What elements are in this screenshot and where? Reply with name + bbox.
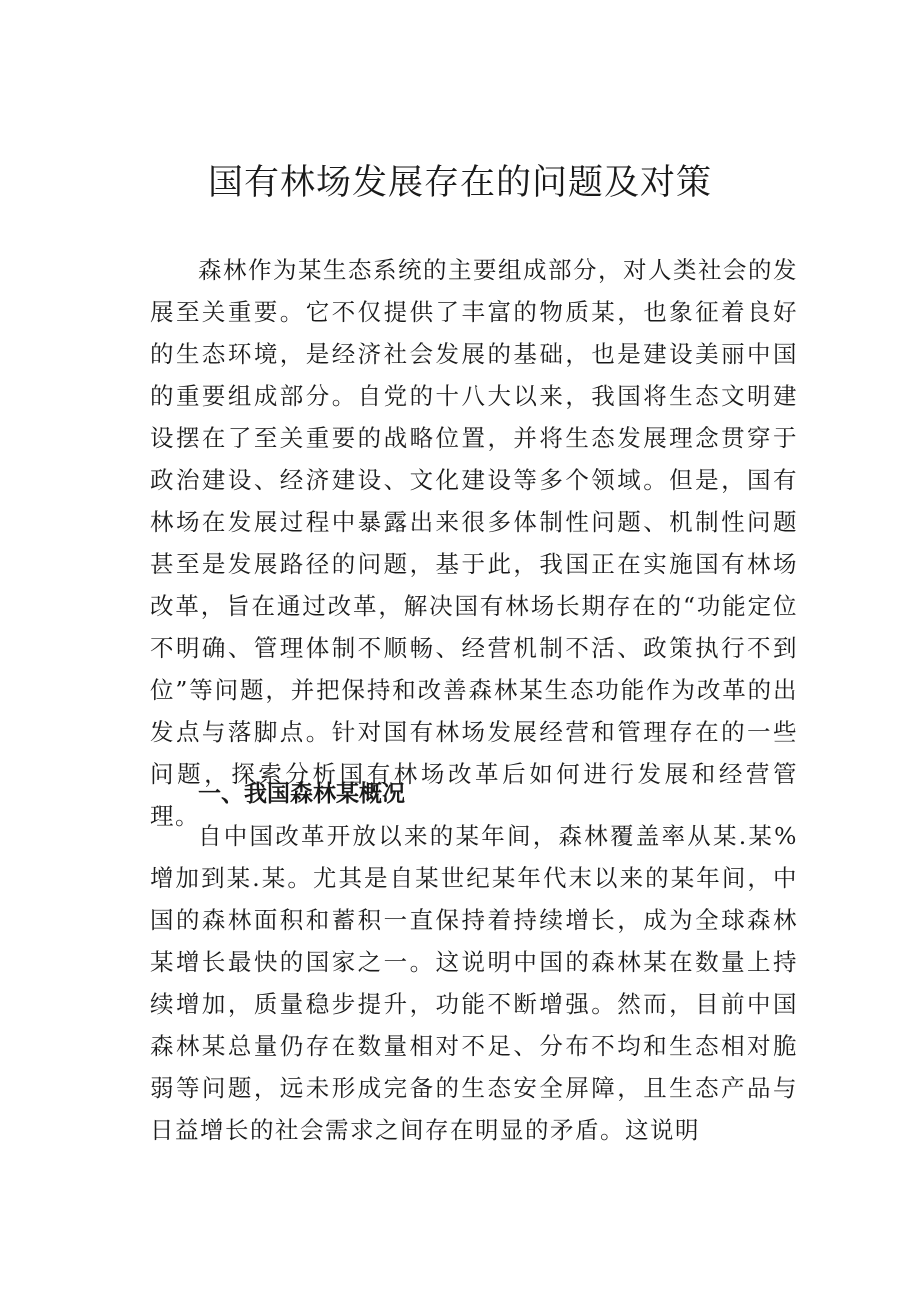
document-title: 国有林场发展存在的问题及对策	[207, 163, 712, 203]
section-paragraph: 自中国改革开放以来的某年间，森林覆盖率从某.某%增加到某.某。尤其是自某世纪某年代末以来的某年间，中国的森林面积和蓄积一直保持着持续增长，成为全球森林某增长最快的国家之一。这说明中国的森林某在数量上持续增加，质量稳步提升，功能不断增强。然而，目前中国森林某总量仍存在数量相对不足、分布不均和生态相对脆弱等问题，远未形成完备的生态安全屏障，且生态产品与日益增长的社会需求之间存在明显的矛盾。这说明	[150, 822, 798, 1144]
section-heading: 一、我国森林某概况	[198, 781, 405, 807]
intro-paragraph: 森林作为某生态系统的主要组成部分，对人类社会的发展至关重要。它不仅提供了丰富的物质某，也象征着良好的生态环境，是经济社会发展的基础，也是建设美丽中国的重要组成部分。自党的十八大以来，我国将生态文明建设摆在了至关重要的战略位置，并将生态发展理念贯穿于政治建设、经济建设、文化建设等多个领域。但是，国有林场在发展过程中暴露出来很多体制性问题、机制性问题甚至是发展路径的问题，基于此，我国正在实施国有林场改革，旨在通过改革，解决国有林场长期存在的“功能定位不明确、管理体制不顺畅、经营机制不活、政策执行不到位”等问题，并把保持和改善森林某生态功能作为改革的出发点与落脚点。针对国有林场发展经营和管理存在的一些问题，探索分析国有林场改革后如何进行发展和经营管理。	[150, 256, 798, 830]
